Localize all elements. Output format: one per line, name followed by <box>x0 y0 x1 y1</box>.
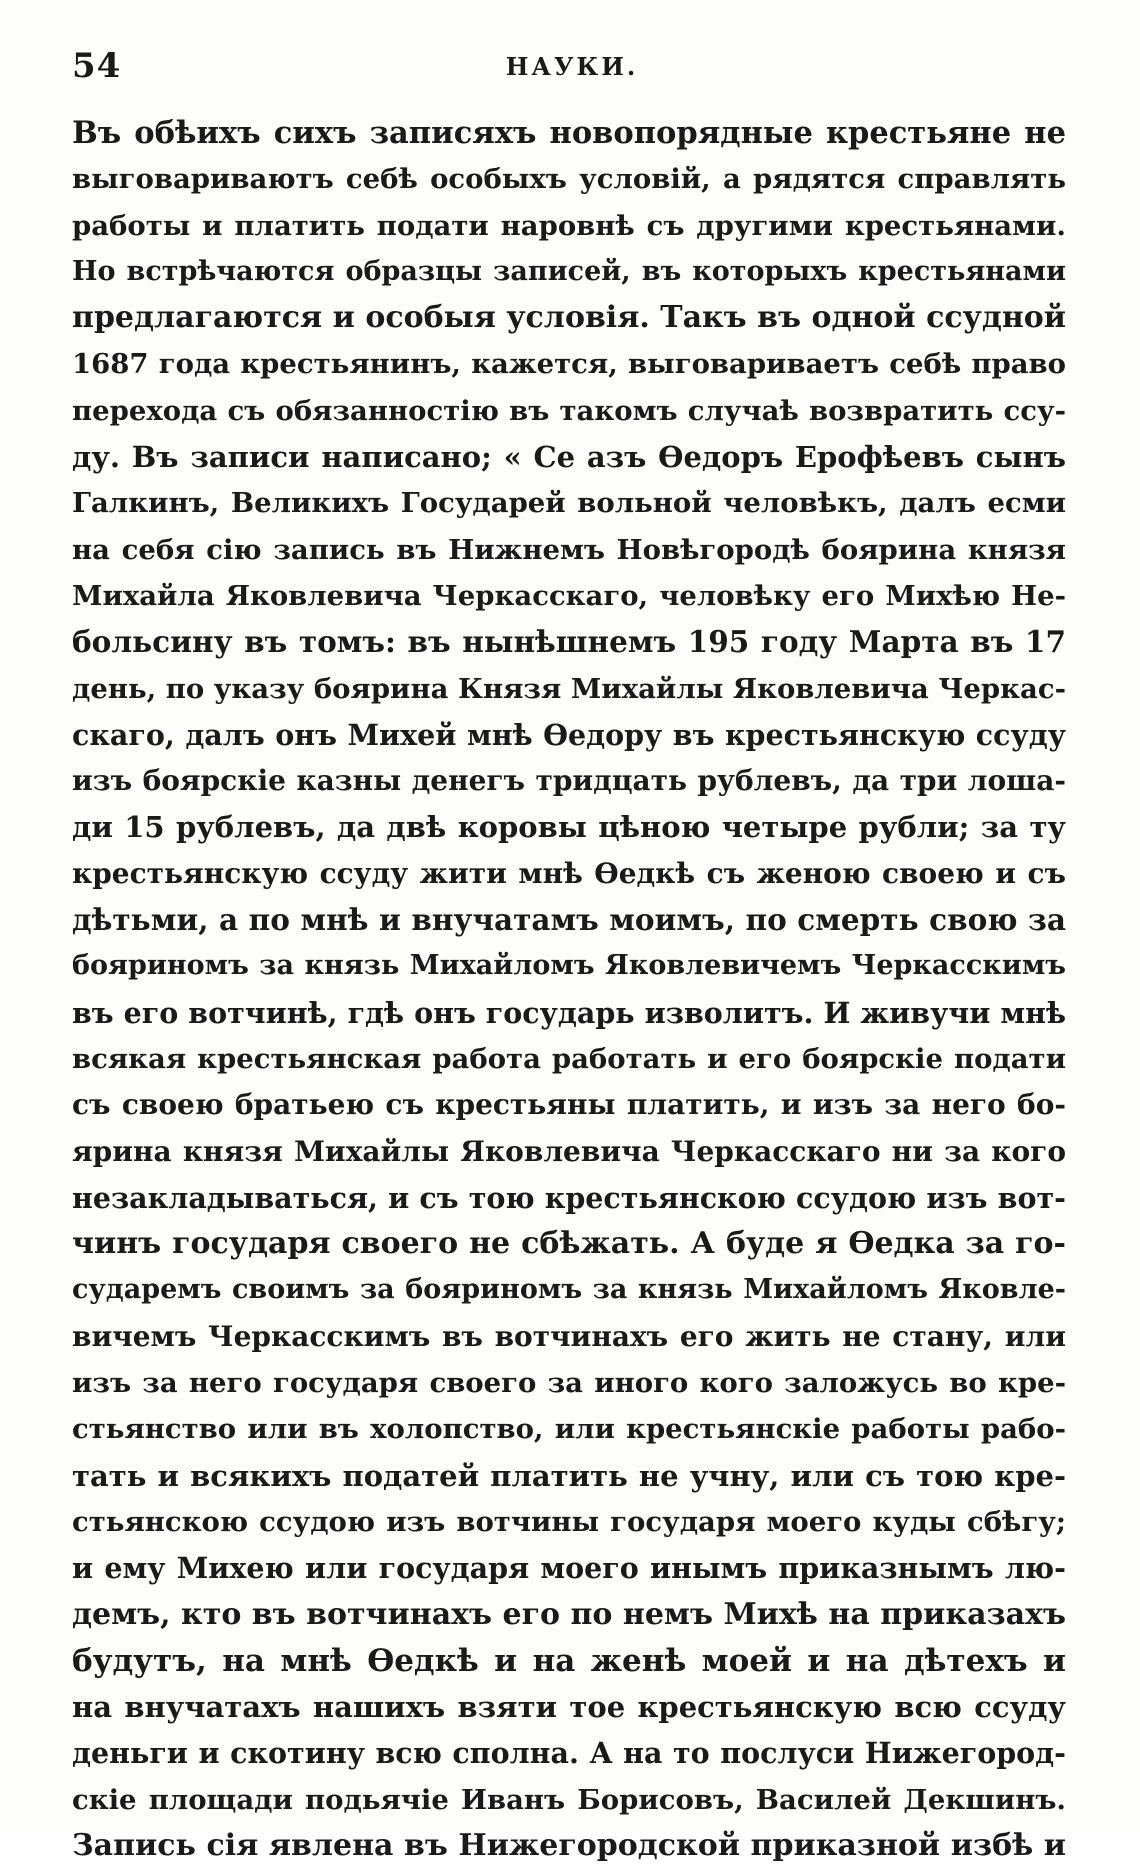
text-line: день, по указу боярина Князя Михайлы Яковлевича Черкас- <box>72 672 1066 705</box>
text-line: ди 15 рублевъ, да двѣ коровы цѣною четыре рубли; за ту <box>72 810 1066 845</box>
text-line: выговариваютъ себѣ особыхъ условій, а рядятся справлять <box>72 163 1066 196</box>
text-line: вичемъ Черкасскимъ въ вотчинахъ его жить не стану, или <box>72 1319 1066 1353</box>
text-line: работы и платить подати наровнѣ съ другими крестьянами. <box>72 209 1066 242</box>
text-line: на себя сію запись въ Нижнемъ Новѣгородѣ боярина князя <box>72 533 1066 566</box>
text-line: ярина князя Михайлы Яковлевича Черкасскаго ни за кого <box>72 1134 1066 1168</box>
text-line: дѣтьми, а по мнѣ и внучатамъ моимъ, по смерть свою за <box>72 902 1066 938</box>
text-line: стьянство или въ холопство, или крестьянскіе работы рабо- <box>72 1413 1066 1446</box>
text-line: Михайла Яковлевича Черкасскаго, человѣку его Михѣю Не- <box>72 579 1066 612</box>
text-line: 1687 года крестьянинъ, кажется, выговариваетъ себѣ право <box>72 348 1066 381</box>
text-line: перехода съ обязанностію въ такомъ случаѣ возвратить ссу- <box>72 394 1066 427</box>
text-line: будутъ, на мнѣ Ѳедкѣ и на женѣ моей и на дѣтехъ и <box>72 1642 1066 1679</box>
text-line: изъ за него государя своего за иного кого заложусь во кре- <box>72 1367 1066 1400</box>
text-line: и ему Михею или государя моего инымъ приказнымъ лю- <box>72 1551 1066 1586</box>
text-line: Но встрѣчаются образцы записей, въ которыхъ крестьянами <box>72 255 1066 287</box>
text-line: Галкинъ, Великихъ Государей вольной человѣкъ, далъ есми <box>72 487 1066 520</box>
text-line: скіе площади подьячіе Иванъ Борисовъ, Василей Декшинъ. <box>72 1783 1066 1816</box>
text-line: ду. Въ записи написано; « Се азъ Ѳедоръ Ерофѣевъ сынъ <box>72 440 1066 475</box>
text-line: въ его вотчинѣ, гдѣ онъ государь изволитъ. И живучи мнѣ <box>72 995 1066 1030</box>
text-line: тать и всякихъ податей платить не учну, или съ тою кре- <box>72 1458 1066 1493</box>
page-header <box>72 46 1072 106</box>
text-line: на внучатахъ нашихъ взяти тое крестьянскую всю ссуду <box>72 1690 1066 1725</box>
text-line: чинъ государя своего не сбѣжать. А буде я Ѳедка за го- <box>72 1226 1066 1262</box>
text-line: незакладываться, и съ тою крестьянскою ссудою изъ вот- <box>72 1180 1066 1215</box>
text-line: стьянскою ссудою изъ вотчины государя моего куды сбѣгу; <box>72 1505 1066 1538</box>
running-head: НАУКИ. <box>505 52 639 81</box>
page-number: 54 <box>72 46 122 86</box>
text-line: сударемъ своимъ за бояриномъ за князь Михайломъ Яковле- <box>72 1274 1066 1306</box>
text-line: изъ боярскіе казны денегъ тридцать рублевъ, да три лоша- <box>72 764 1066 798</box>
body-text <box>72 110 1066 1869</box>
text-line: всякая крестьянская работа работать и его боярскіе подати <box>72 1042 1066 1075</box>
text-line: предлагаются и особыя условія. Такъ въ одной ссудной <box>72 300 1066 336</box>
text-line: съ своею братьею съ крестьяны платить, и изъ за него бо- <box>72 1088 1066 1122</box>
text-line: Запись сія явлена въ Нижегородской приказной избѣ и <box>72 1827 1066 1863</box>
text-line: бояриномъ за князь Михайломъ Яковлевичемъ Черкасскимъ <box>72 950 1066 982</box>
text-line: деньги и скотину всю сполна. А на то послуси Нижегород- <box>72 1736 1066 1771</box>
text-line: Въ обѣихъ сихъ записяхъ новопорядные крестьяне не <box>72 115 1066 151</box>
text-line: скаго, далъ онъ Михей мнѣ Ѳедору въ крестьянскую ссуду <box>72 717 1066 752</box>
text-line: больсину въ томъ: въ нынѣшнемъ 195 году Марта въ 17 <box>72 624 1066 660</box>
text-line: демъ, кто въ вотчинахъ его по немъ Михѣ на приказахъ <box>72 1596 1066 1632</box>
text-line: крестьянскую ссуду жити мнѣ Ѳедкѣ съ женою своею и съ <box>72 856 1066 890</box>
